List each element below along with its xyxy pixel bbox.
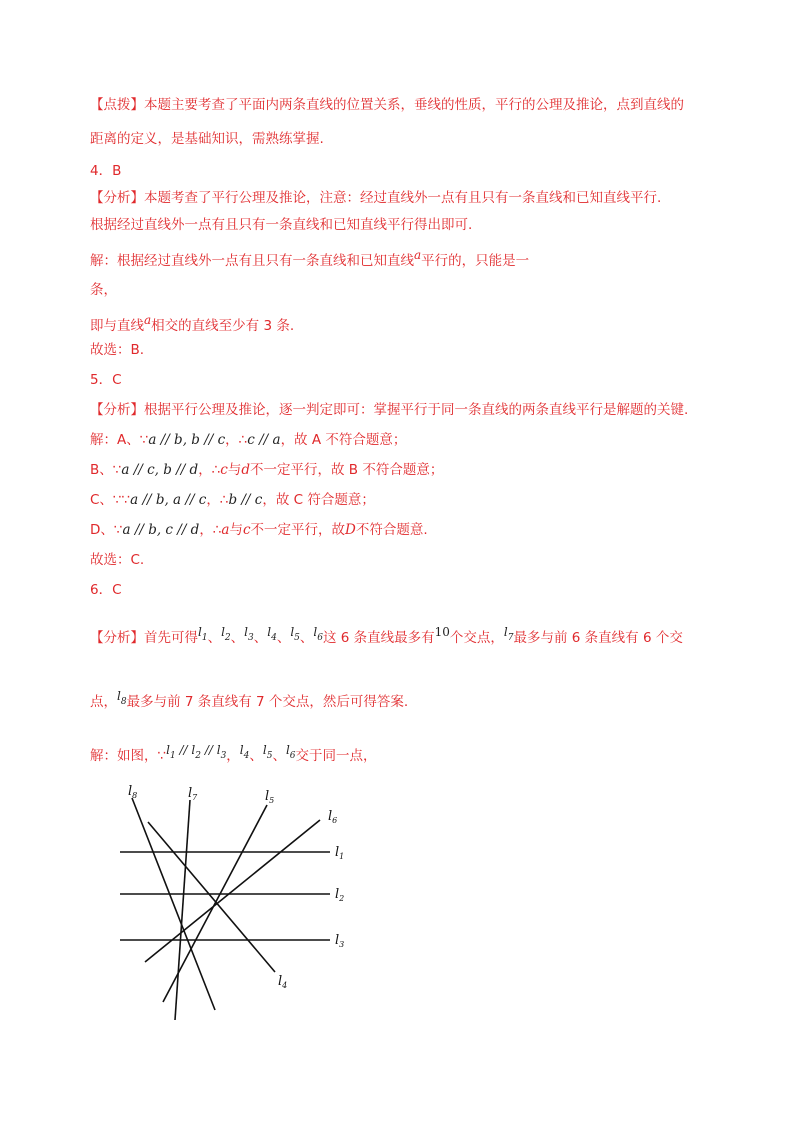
q4-analysis: 【分析】本题考查了平行公理及推论，注意：经过直线外一点有且只有一条直线和已知直线平行. <box>90 190 662 206</box>
label-l3: $l_3$ <box>335 933 345 949</box>
label-l7: $l_7$ <box>188 786 198 802</box>
q5-analysis: 【分析】根据平行公理及推论，逐一判定即可：掌握平行于同一条直线的两条直线平行是解题的关键. <box>90 402 689 418</box>
q5-option-b: B、∵a // c, b // d，∴c与d不一定平行，故 B 不符合题意； <box>90 462 444 478</box>
line-l8 <box>132 798 215 1010</box>
label-l8: $l_8$ <box>128 784 138 800</box>
q4-solution-cont: 条， <box>90 282 117 298</box>
q6-analysis-cont: 点，$l_8$最多与前 7 条直线有 7 个交点，然后可得答案. <box>90 689 409 710</box>
q5-answer: 5．C <box>90 372 122 388</box>
label-l2: $l_2$ <box>335 887 345 903</box>
var-a: a <box>144 313 152 327</box>
q5-option-c: C、∵∵a // b, a // c，∴b // c，故 C 符合题意； <box>90 492 375 508</box>
q4-answer: 4．B <box>90 163 122 179</box>
q5-option-d: D、∵a // b, c // d，∴a与c不一定平行，故D不符合题意. <box>90 522 428 538</box>
label-l1: $l_1$ <box>335 845 345 861</box>
q6-analysis: 【分析】首先可得$l_1$、$l_2$、$l_3$、$l_4$、$l_5$、$l_6$这 6 条直线最多有10个交点，$l_7$最多与前 6 条直线有 6 个交 <box>90 625 683 646</box>
q6-solution: 解：如图，$\because l_1 // l_2 // l_3$，$l_4$、$l_5$、$l_6$交于同一点， <box>90 743 377 764</box>
line-l5 <box>163 805 267 1002</box>
lines-figure <box>110 780 370 1030</box>
tip-line-1: 【点拨】本题主要考查了平面内两条直线的位置关系，垂线的性质，平行的公理及推论，点到直线的 <box>90 97 684 113</box>
q6-answer: 6．C <box>90 582 122 598</box>
q4-reason: 根据经过直线外一点有且只有一条直线和已知直线平行得出即可. <box>90 217 473 233</box>
q4-solution: 解：根据经过直线外一点有且只有一条直线和已知直线a平行的，只能是一 <box>90 248 530 269</box>
q4-choice: 故选：B. <box>90 342 145 358</box>
label-l6: $l_6$ <box>328 809 338 825</box>
label-l4: $l_4$ <box>278 974 288 990</box>
q4-conclusion: 即与直线a相交的直线至少有 3 条. <box>90 313 295 334</box>
tip-line-2: 距离的定义，是基础知识，需熟练掌握. <box>90 131 324 147</box>
q5-option-a: 解：A、∵a // b, b // c，∴c // a，故 A 不符合题意； <box>90 432 407 448</box>
label-l5: $l_5$ <box>265 789 275 805</box>
line-l7 <box>175 800 190 1020</box>
q5-choice: 故选：C. <box>90 552 145 568</box>
var-a: a <box>414 248 422 262</box>
line-l4 <box>148 822 275 972</box>
